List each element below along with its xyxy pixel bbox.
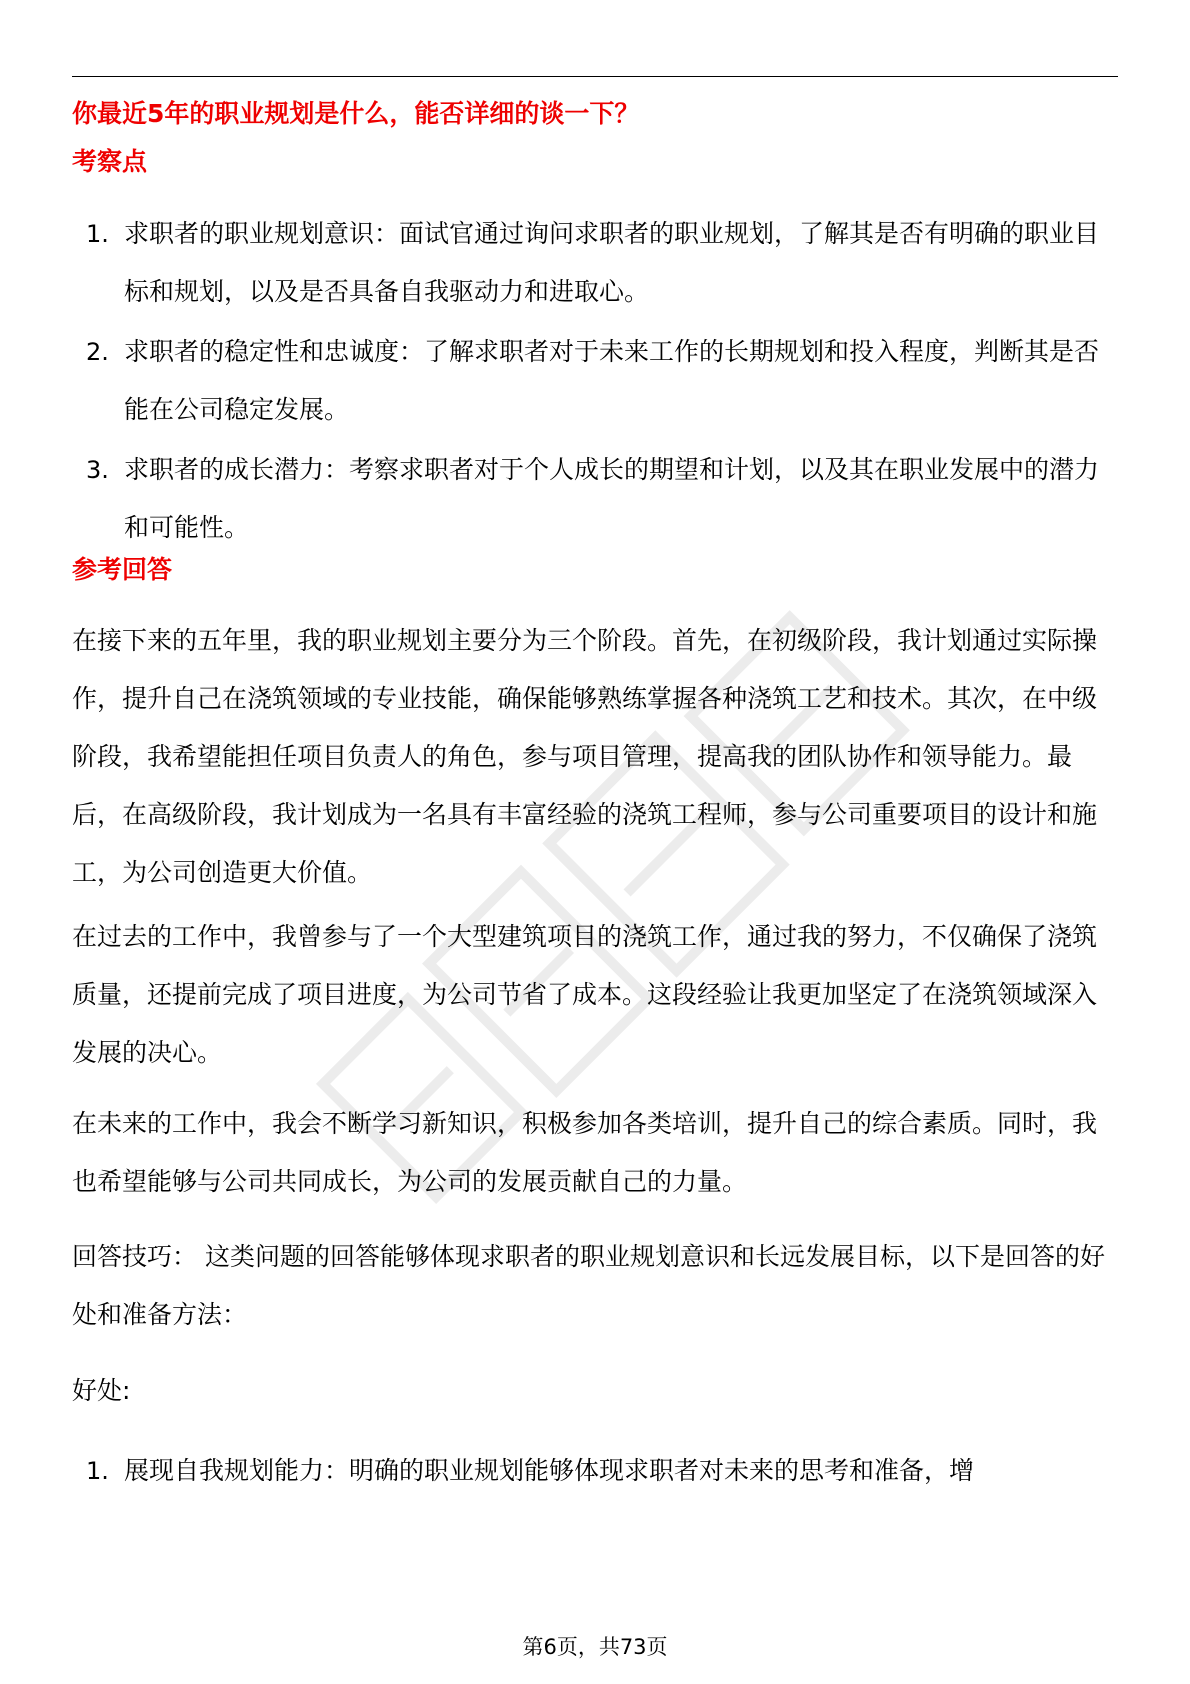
list-number: 1. <box>86 1457 109 1485</box>
list-item-text: 求职者的稳定性和忠诚度：了解求职者对于未来工作的长期规划和投入程度，判断其是否能在公司稳定发展。 <box>124 337 1100 424</box>
reference-answer-heading: 参考回答 <box>72 555 173 584</box>
answer-paragraph: 在未来的工作中，我会不断学习新知识，积极参加各类培训，提升自己的综合素质。同时，我也希望能够与公司共同成长，为公司的发展贡献自己的力量。 <box>72 1109 1098 1196</box>
exam-points-heading: 考察点 <box>72 147 148 176</box>
list-number: 2. <box>86 338 109 366</box>
list-item <box>72 1442 1118 1500</box>
list-item-text: 求职者的职业规划意识：面试官通过询问求职者的职业规划，了解其是否有明确的职业目标和规划，以及是否具备自我驱动力和进取心。 <box>124 219 1100 306</box>
exam-points-list <box>72 205 1118 557</box>
answer-paragraph: 在过去的工作中，我曾参与了一个大型建筑项目的浇筑工作，通过我的努力，不仅确保了浇筑质量，还提前完成了项目进度，为公司节省了成本。这段经验让我更加坚定了在浇筑领域深入发展的决心。 <box>72 922 1098 1067</box>
page-footer: 第6页，共73页 <box>522 1635 668 1659</box>
tips-paragraph: 回答技巧： 这类问题的回答能够体现求职者的职业规划意识和长远发展目标，以下是回答的好处和准备方法： <box>72 1242 1105 1329</box>
list-item-text: 展现自我规划能力：明确的职业规划能够体现求职者对未来的思考和准备，增 <box>124 1456 975 1485</box>
question-title: 你最近5年的职业规划是什么，能否详细的谈一下？ <box>72 99 640 128</box>
benefits-label: 好处: <box>72 1376 131 1405</box>
list-item <box>72 323 1118 439</box>
list-item-text: 求职者的成长潜力：考察求职者对于个人成长的期望和计划，以及其在职业发展中的潜力和可能性。 <box>124 455 1100 542</box>
header-rule <box>72 76 1118 77</box>
benefits-list <box>72 1442 1118 1500</box>
list-number: 1. <box>86 220 109 248</box>
list-item <box>72 205 1118 321</box>
list-item <box>72 441 1118 557</box>
answer-paragraph: 在接下来的五年里，我的职业规划主要分为三个阶段。首先，在初级阶段，我计划通过实际操作，提升自己在浇筑领域的专业技能，确保能够熟练掌握各种浇筑工艺和技术。其次，在中级阶段，我希望能担任项目负责人的角色，参与项目管理，提高我的团队协作和领导能力。最后，在高级阶段，我计划成为一名具有丰富经验的浇筑工程师，参与公司重要项目的设计和施工，为公司创造更大价值。 <box>72 626 1098 887</box>
list-number: 3. <box>86 456 109 484</box>
